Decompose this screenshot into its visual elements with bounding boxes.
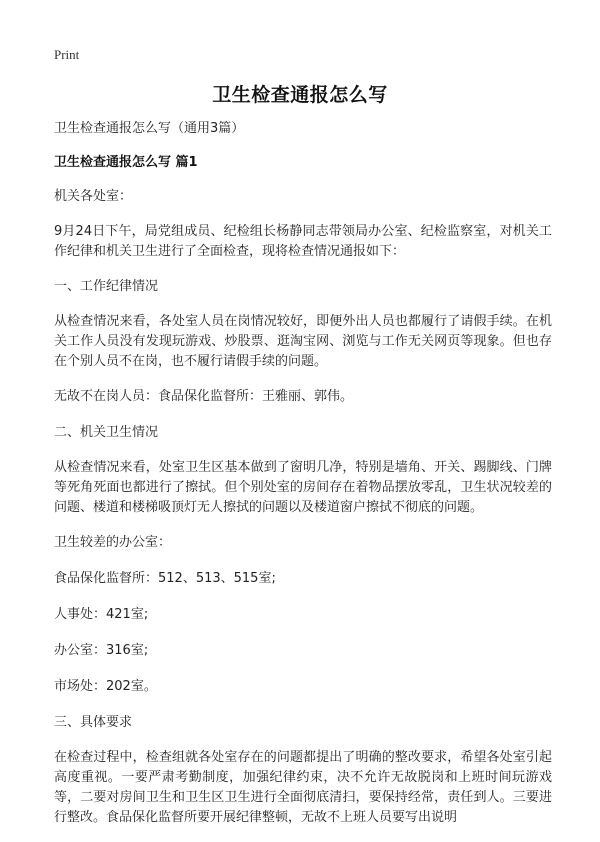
section-1-body: 从检查情况来看，各处室人员在岗情况较好，即便外出人员也都履行了请假手续。在机关工作人员没有发现玩游戏、炒股票、逛淘宝网、浏览与工作无关网页等现象。但也存在个别人员不在岗，也不履行请假手续的问题。 [54,314,552,369]
print-label[interactable]: Print [54,47,80,62]
section-3-body: 在检查过程中，检查组就各处室存在的问题都提出了明确的整改要求，希望各处室引起高度重视。一要严肃考勤制度，加强纪律约束，决不允许无故脱岗和上班时间玩游戏等，二要对房间卫生和卫生区卫生进行全面彻底清扫，要保持经常，责任到人。三要进行整改。食品保化监督所要开展纪律整顿，无故不上班人员要写出说明 [54,750,552,825]
section-2-title: 二、机关卫生情况 [54,425,159,440]
office-item: 人事处：421室; [54,607,149,622]
section-1-title: 一、工作纪律情况 [54,279,159,294]
page-title: 卫生检查通报怎么写 [212,84,388,106]
absent-staff-line: 无故不在岗人员：食品保化监督所：王雅丽、郭伟。 [54,389,354,404]
section-3-title: 三、具体要求 [54,715,133,730]
office-item: 市场处：202室。 [54,679,157,694]
office-item: 食品保化监督所：512、513、515室; [54,571,276,586]
section-2-body: 从检查情况来看，处室卫生区基本做到了窗明几净，特别是墙角、开关、踢脚线、门牌等死角死面也都进行了擦拭。但个别处室的房间存在着物品摆放零乱，卫生状况较差的问题、楼道和楼梯吸顶灯无人擦拭的问题以及楼道窗户擦拭不彻底的问题。 [54,460,552,515]
article-heading: 卫生检查通报怎么写 篇1 [54,155,198,170]
document-subtitle: 卫生检查通报怎么写（通用3篇） [54,121,245,136]
poor-offices-label: 卫生较差的办公室： [54,535,172,550]
intro-paragraph: 9月24日下午，局党组成员、纪检组长杨静同志带领局办公室、纪检监察室，对机关工作纪律和机关卫生进行了全面检查，现将检查情况通报如下： [54,224,552,259]
office-item: 办公室：316室; [54,643,149,658]
salutation: 机关各处室： [54,189,133,204]
document-body [54,118,552,842]
